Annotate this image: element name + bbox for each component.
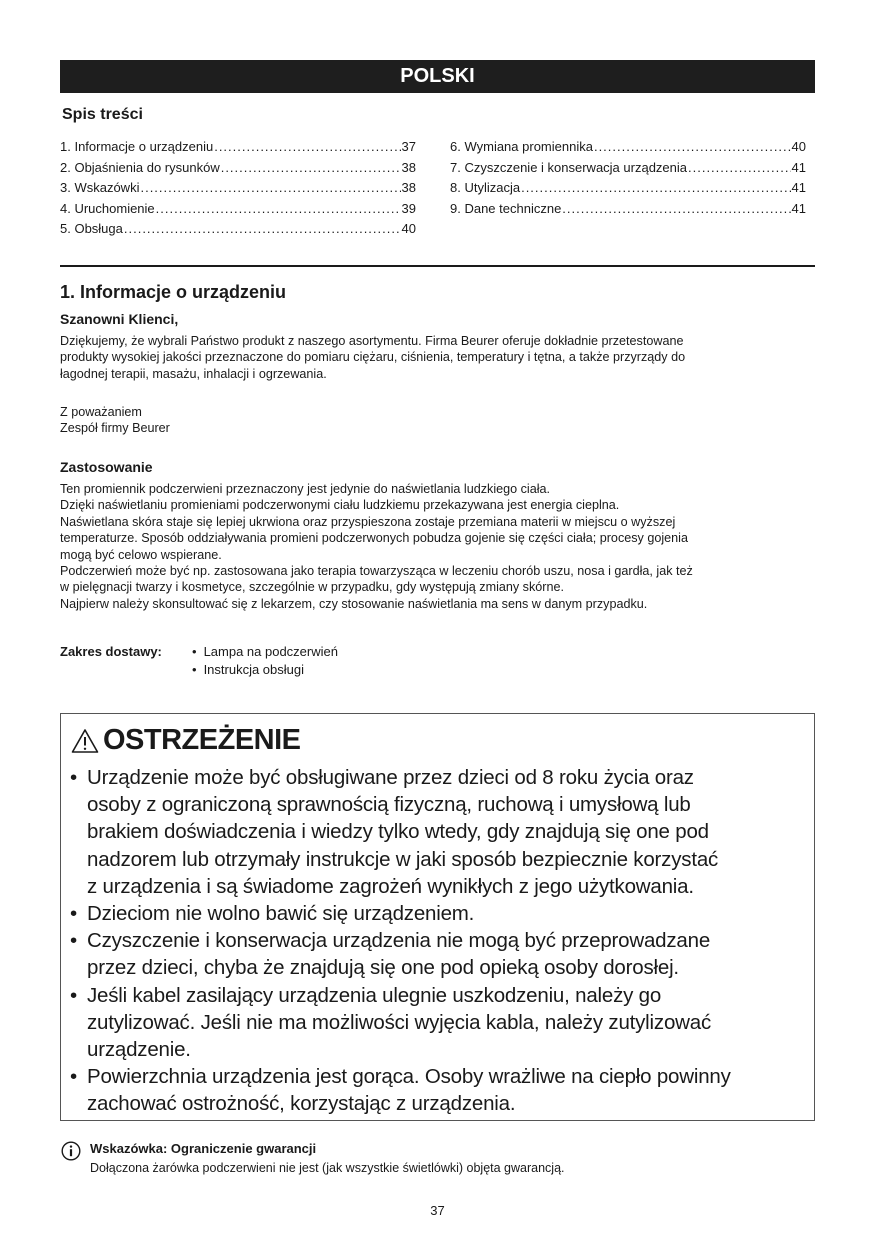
- toc-entry-label: 5. Obsługa: [60, 221, 123, 236]
- warning-line: urządzenie.: [87, 1038, 191, 1062]
- toc-entry[interactable]: [450, 178, 806, 199]
- toc-right-column: [450, 137, 806, 219]
- usage-line: mogą być celowo wspierane.: [60, 547, 222, 562]
- warning-line: • Dzieciom nie wolno bawić się urządzeniem.: [87, 902, 475, 926]
- toc-leader: [594, 137, 791, 158]
- toc-left-column: [60, 137, 416, 240]
- usage-line: Najpierw należy skonsultować się z lekarzem, czy stosowanie naświetlania ma sens w danym przypadku.: [60, 596, 648, 611]
- toc-entry-label: 6. Wymiana promiennika: [450, 139, 593, 154]
- usage-line: w pielęgnacji twarzy i kosmetyce, szczególnie w przypadku, gdy występują zmiany skórne.: [60, 580, 564, 595]
- intro-line: Dziękujemy, że wybrali Państwo produkt z naszego asortymentu. Firma Beurer oferuje dokładnie przetestowane: [60, 334, 684, 348]
- usage-line: temperaturze. Sposób oddziaływania promieni podczerwonych pobudza gojenie się części ciała; procesy gojenia: [60, 531, 688, 546]
- warning-item: [70, 764, 810, 900]
- usage-line: Dzięki naświetlaniu promieniami podczerwonymi ciału ludzkiemu przekazywana jest energia cieplna.: [60, 498, 620, 513]
- toc-leader: [156, 199, 401, 220]
- toc-entry-label: 1. Informacje o urządzeniu: [60, 139, 214, 154]
- warning-line: • Jeśli kabel zasilający urządzenia ulegnie uszkodzeniu, należy go: [87, 983, 662, 1007]
- warning-line: zachować ostrożność, korzystając z urządzenia.: [87, 1092, 516, 1116]
- toc-leader: [221, 158, 401, 179]
- toc-entry[interactable]: [450, 199, 806, 220]
- toc-entry-page: 41: [791, 159, 806, 175]
- toc-entry[interactable]: [60, 137, 416, 158]
- usage-line: Podczerwień może być np. zastosowana jako terapia towarzysząca w leczeniu chorób uszu, nosa i gardła, jak też: [60, 564, 693, 579]
- warning-line: osoby z ograniczoną sprawnością fizyczną, ruchową i umysłową lub: [87, 793, 691, 817]
- usage-title: Zastosowanie: [60, 459, 153, 475]
- page-number: 37: [430, 1203, 445, 1218]
- warning-item: [70, 982, 810, 1064]
- toc-entry-label: 7. Czyszczenie i konserwacja urządzenia: [450, 159, 687, 175]
- toc-title: Spis treści: [62, 106, 143, 123]
- language-header: [60, 60, 815, 93]
- warning-item: [70, 1063, 810, 1117]
- warning-line: z urządzenia i są świadome zagrożeń wynikłych z jego użytkowania.: [87, 874, 694, 898]
- toc-entry-page: 38: [401, 159, 416, 175]
- section-divider: [60, 265, 815, 267]
- language-label: POLSKI: [400, 65, 475, 87]
- toc-entry-label: 3. Wskazówki: [60, 180, 140, 195]
- team-line: Zespół firmy Beurer: [60, 421, 170, 436]
- toc-entry[interactable]: [60, 199, 416, 220]
- note-title: Wskazówka: Ograniczenie gwarancji: [90, 1141, 317, 1156]
- intro-line: łagodnej terapii, masażu, inhalacji i ogrzewania.: [60, 366, 327, 381]
- toc-leader: [124, 219, 401, 240]
- warning-line: zutylizować. Jeśli nie ma możliwości wyjęcia kabla, należy zutylizować: [87, 1010, 712, 1034]
- usage-line: Ten promiennik podczerwieni przeznaczony jest jedynie do naświetlania ludzkiego ciała.: [60, 482, 551, 496]
- note-text: Dołączona żarówka podczerwieni nie jest (jak wszystkie świetlówki) objęta gwarancją.: [90, 1161, 565, 1175]
- regards-line: Z poważaniem: [60, 405, 142, 419]
- toc-entry-label: 4. Uruchomienie: [60, 200, 155, 216]
- toc-entry[interactable]: [60, 219, 416, 240]
- warning-line: brakiem doświadczenia i wiedzy tylko wtedy, gdy znajdują się one pod: [87, 820, 709, 844]
- intro-paragraph: [60, 333, 820, 382]
- warning-title: OSTRZEŻENIE: [103, 724, 301, 756]
- toc-entry[interactable]: [60, 158, 416, 179]
- toc-entry-page: 39: [401, 200, 416, 216]
- toc-entry-label: 9. Dane techniczne: [450, 200, 562, 216]
- toc-entry-page: 41: [791, 200, 806, 216]
- toc-entry[interactable]: [450, 158, 806, 179]
- warning-item: [70, 927, 810, 981]
- greeting: Szanowni Klienci,: [60, 311, 179, 327]
- warning-line: przez dzieci, chyba że znajdują się one pod opieką osoby dorosłej.: [87, 956, 679, 980]
- warning-line: • Czyszczenie i konserwacja urządzenia nie mogą być przeprowadzane: [87, 929, 711, 953]
- warning-line: • Urządzenie może być obsługiwane przez dzieci od 8 roku życia oraz: [87, 766, 694, 789]
- intro-line: produkty wysokiej jakości przeznaczone do pomiaru ciężaru, ciśnienia, temperatury i tętna, a także przyrządy do: [60, 350, 686, 365]
- warning-list: [70, 764, 810, 1118]
- toc-entry[interactable]: [60, 178, 416, 199]
- toc-entry-label: 2. Objaśnienia do rysunków: [60, 159, 220, 175]
- toc-entry-page: 40: [401, 221, 416, 236]
- toc-entry-label: 8. Utylizacja: [450, 180, 521, 195]
- delivery-item: • Lampa na podczerwień: [192, 643, 338, 661]
- toc-leader: [688, 158, 791, 179]
- warning-box: [60, 713, 815, 1121]
- toc-leader: [521, 178, 790, 199]
- usage-line: Naświetlana skóra staje się lepiej ukrwiona oraz przyspieszona zostaje przemiana materii w miejscu o wyższej: [60, 514, 676, 529]
- toc-entry-page: 40: [791, 139, 806, 154]
- warning-line: nadzorem lub otrzymały instrukcje w jaki sposób bezpiecznie korzystać: [87, 847, 719, 871]
- usage-paragraph: [60, 481, 820, 612]
- toc-entry[interactable]: [450, 137, 806, 158]
- warning-header: [71, 724, 301, 757]
- warning-line: • Powierzchnia urządzenia jest gorąca. Osoby wrażliwe na ciepło powinny: [87, 1065, 731, 1089]
- delivery-list: [192, 643, 338, 679]
- toc-leader: [562, 199, 790, 220]
- warning-item: [70, 900, 810, 927]
- warning-triangle-icon: [71, 728, 99, 754]
- signature: [60, 404, 820, 437]
- toc-entry-page: 37: [401, 139, 416, 154]
- toc-leader: [140, 178, 400, 199]
- info-icon: [61, 1141, 81, 1161]
- section-title: 1. Informacje o urządzeniu: [60, 282, 287, 302]
- toc-entry-page: 38: [401, 180, 416, 195]
- toc-leader: [214, 137, 400, 158]
- delivery-item: • Instrukcja obsługi: [192, 661, 338, 679]
- delivery-label: Zakres dostawy:: [60, 644, 162, 659]
- toc-entry-page: 41: [791, 180, 806, 195]
